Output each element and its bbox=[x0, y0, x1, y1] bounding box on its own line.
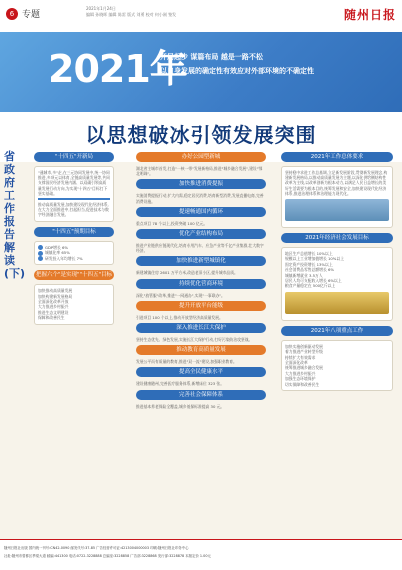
left-section-header-1: "十四五"开新局 bbox=[34, 152, 114, 162]
left-intro-box bbox=[34, 166, 114, 222]
key-tasks-box bbox=[281, 340, 393, 391]
hero-line-1: 开局起步 谋篇布局 越是一路不松 bbox=[160, 53, 263, 61]
task-item: 大力推进乡村振兴 bbox=[38, 304, 69, 310]
requirements-box bbox=[281, 166, 393, 228]
vertical-title: 省政府工作报告解读(下) bbox=[4, 150, 26, 280]
mid-header-5: 加快推进新型城镇化 bbox=[136, 256, 266, 266]
key-task-item: 加快实施创新驱动发展 bbox=[285, 343, 323, 349]
task-item: 加快推动高质量发展 bbox=[38, 288, 73, 294]
mid-header-3: 提速畅通国内循环 bbox=[136, 207, 266, 217]
left-section-header-3: 把握六个"是实现""十四五"目标 bbox=[35, 272, 113, 279]
key-task-item: 统筹推进城乡融合发展 bbox=[285, 365, 323, 371]
mid-header-7: 提升开放平台能级 bbox=[136, 301, 266, 311]
targets-box bbox=[281, 247, 393, 321]
hero-line-2: 以自身发展的确定性有效应对外部环境的不确定性 bbox=[160, 67, 314, 75]
editor-line: 编辑 孙晓晖 编辑 陈雷 版式 刘勇 校对 何小刚 签发 bbox=[86, 12, 177, 17]
right-header-3: 2021年八项重点工作 bbox=[281, 326, 393, 336]
goal-item: 城镇化率 65% bbox=[38, 250, 110, 256]
page-header bbox=[0, 0, 402, 32]
key-task-item: 大力推进乡村振兴 bbox=[285, 370, 316, 376]
mid-paragraph-4: 推进产业链供应链现代化,培育专用汽车、应急产业等千亿产业集群,壮大数字经济。 bbox=[136, 243, 264, 254]
target-item: 粮食产量稳定在 500亿斤以上 bbox=[285, 283, 336, 289]
tasks-box bbox=[34, 284, 114, 324]
left-paragraph-2: 推动高质量发展,加快建设现代化经济体系,在大力全面推进中,扛起担当,促进技术与数字经济融合发展。 bbox=[38, 202, 109, 218]
left-column bbox=[34, 152, 114, 330]
target-item: 城镇新增就业 3.5万人 bbox=[285, 272, 323, 278]
footer-line-1: 随州日报社出版 国内统一刊号:CN42-0090 邮发代号:37-85 广告经营许可证:4213004000003 印刷:随州日报社印务中心 bbox=[4, 546, 189, 550]
task-item: 加快构建新发展格局 bbox=[38, 293, 73, 299]
mid-paragraph-8: 坚持生态优先、绿色发展,实施长江大保护行动,打好污染防治攻坚战。 bbox=[136, 337, 253, 343]
main-headline: 以思想破冰引领发展突围 bbox=[85, 123, 317, 147]
masthead-logo: 随州日报 bbox=[343, 8, 396, 22]
wheat-photo bbox=[285, 292, 389, 314]
mid-paragraph-10: 建设健康随州,完善医疗服务体系,新增床位 323 张。 bbox=[136, 381, 225, 387]
mid-paragraph-5: 新建城镇住房 2601 万平方米,改造老旧小区,提升城市品质。 bbox=[136, 270, 238, 276]
issue-meta bbox=[86, 6, 176, 18]
mid-paragraph-11: 推进基本养老保险全覆盖,城乡低保标准提高 30 元。 bbox=[136, 403, 225, 409]
right-column bbox=[281, 152, 393, 396]
right-paragraph-1: 坚持稳中求进工作总基调,立足新发展阶段,贯彻新发展理念,构建新发展格局,以推动高质量发展为主题,以深化供给侧结构性改革为主线,以改革创新为根本动力,以满足人民日益增长的美好生活需要为根本目的,统筹发展和安全,加快建设现代化经济体系,推进治理体系和治理能力现代化。 bbox=[285, 170, 388, 196]
page-number-badge: 6 bbox=[6, 8, 18, 20]
goal-item: 研发投入年均增长 7% bbox=[38, 256, 110, 262]
divider bbox=[38, 198, 110, 200]
mid-paragraph-1: 湖北省主城市首发,打造"一核一带"发展新格局,推进"城乡融合发展",建设"鄂北明珠"。 bbox=[136, 166, 263, 177]
section-title: 专题 bbox=[22, 10, 41, 20]
task-item: 保障和改善民生 bbox=[38, 315, 65, 321]
mid-header-1: 办好公园型新城 bbox=[136, 152, 266, 162]
key-task-item: 着力推进产业转型升级 bbox=[285, 349, 323, 355]
mid-paragraph-2: 实施消费提振行动,扩大内需,稳定居民消费,培育新型消费,发展直播电商,完善消费设施。 bbox=[136, 193, 264, 204]
mid-header-2: 加快推进消费提振 bbox=[136, 179, 266, 189]
target-item: 规模以上工业增加值增长 10%以上 bbox=[285, 256, 345, 262]
task-item: 全面深化改革开放 bbox=[38, 298, 69, 304]
issue-date: 2021年1月24日 bbox=[86, 6, 116, 11]
target-item: 地区生产总值增长 10%以上 bbox=[285, 251, 333, 257]
key-task-item: 持续扩大有效需求 bbox=[285, 354, 316, 360]
target-item: 社会消费品零售总额增长 6% bbox=[285, 267, 334, 273]
mid-header-6: 持续优化营商环境 bbox=[136, 279, 266, 289]
mid-paragraph-6: 深化"放管服"改革,推进"一网通办",实现"一事联办"。 bbox=[136, 292, 225, 298]
mid-header-10: 提高全民健康水平 bbox=[136, 367, 266, 377]
bullet-icon bbox=[38, 251, 43, 256]
mid-paragraph-7: 引进项目 100 个以上,推动开放型经济高质量发展。 bbox=[136, 314, 223, 320]
goals-box bbox=[34, 241, 114, 266]
target-item: 固定资产投资增长 13%以上 bbox=[285, 261, 333, 267]
right-header-2: 2021年经济社会发展目标 bbox=[281, 233, 393, 243]
mid-paragraph-3: 重点项目 78 个以上,投资突破 100 亿元。 bbox=[136, 220, 208, 226]
hero-year: 2021年 bbox=[48, 47, 187, 91]
goal-item: GDP增长 6% bbox=[38, 245, 110, 251]
bullet-icon bbox=[38, 256, 43, 261]
key-task-item: 全面深化改革 bbox=[285, 360, 308, 366]
middle-column bbox=[136, 152, 266, 409]
mid-header-9: 推动教育高质量发展 bbox=[136, 345, 266, 355]
mid-header-4: 优化产业结构布局 bbox=[136, 229, 266, 239]
footer-line-2: 社址:随州市曾都区季梁大道 邮编:441300 电话:0722-3228888 总编室:3228858 广告部:3228868 发行部:3228878 本版定价 1.00元 bbox=[4, 554, 211, 558]
key-task-item: 切实保障和改善民生 bbox=[285, 381, 320, 387]
page-footer bbox=[0, 539, 402, 570]
left-section-header-2: "十四五"预期目标 bbox=[34, 227, 114, 237]
target-item: 居民人均可支配收入增长 6%以上 bbox=[285, 278, 342, 284]
key-task-item: 加强生态环境保护 bbox=[285, 376, 316, 382]
right-header-1: 2021年工作总体要求 bbox=[281, 152, 393, 162]
mid-paragraph-9: 发展公平而有质量的教育,推进"双一流"建设,加强职业教育。 bbox=[136, 359, 237, 365]
mid-header-11: 完善社会保障体系 bbox=[136, 390, 266, 400]
mid-header-8: 深入推进长江大保护 bbox=[136, 323, 266, 333]
city-photo bbox=[285, 199, 389, 221]
left-paragraph-1: "通城市,多"走,在三元协同发展中,统一协同推进,多项元以体育,全链高质量发展等,共同支撑国民经济发展内涵、以双碳引领高质量发展行动方向,为实现"十四五"目标打下坚实基础。 bbox=[38, 170, 110, 196]
task-item: 推进生态文明建设 bbox=[38, 309, 69, 315]
